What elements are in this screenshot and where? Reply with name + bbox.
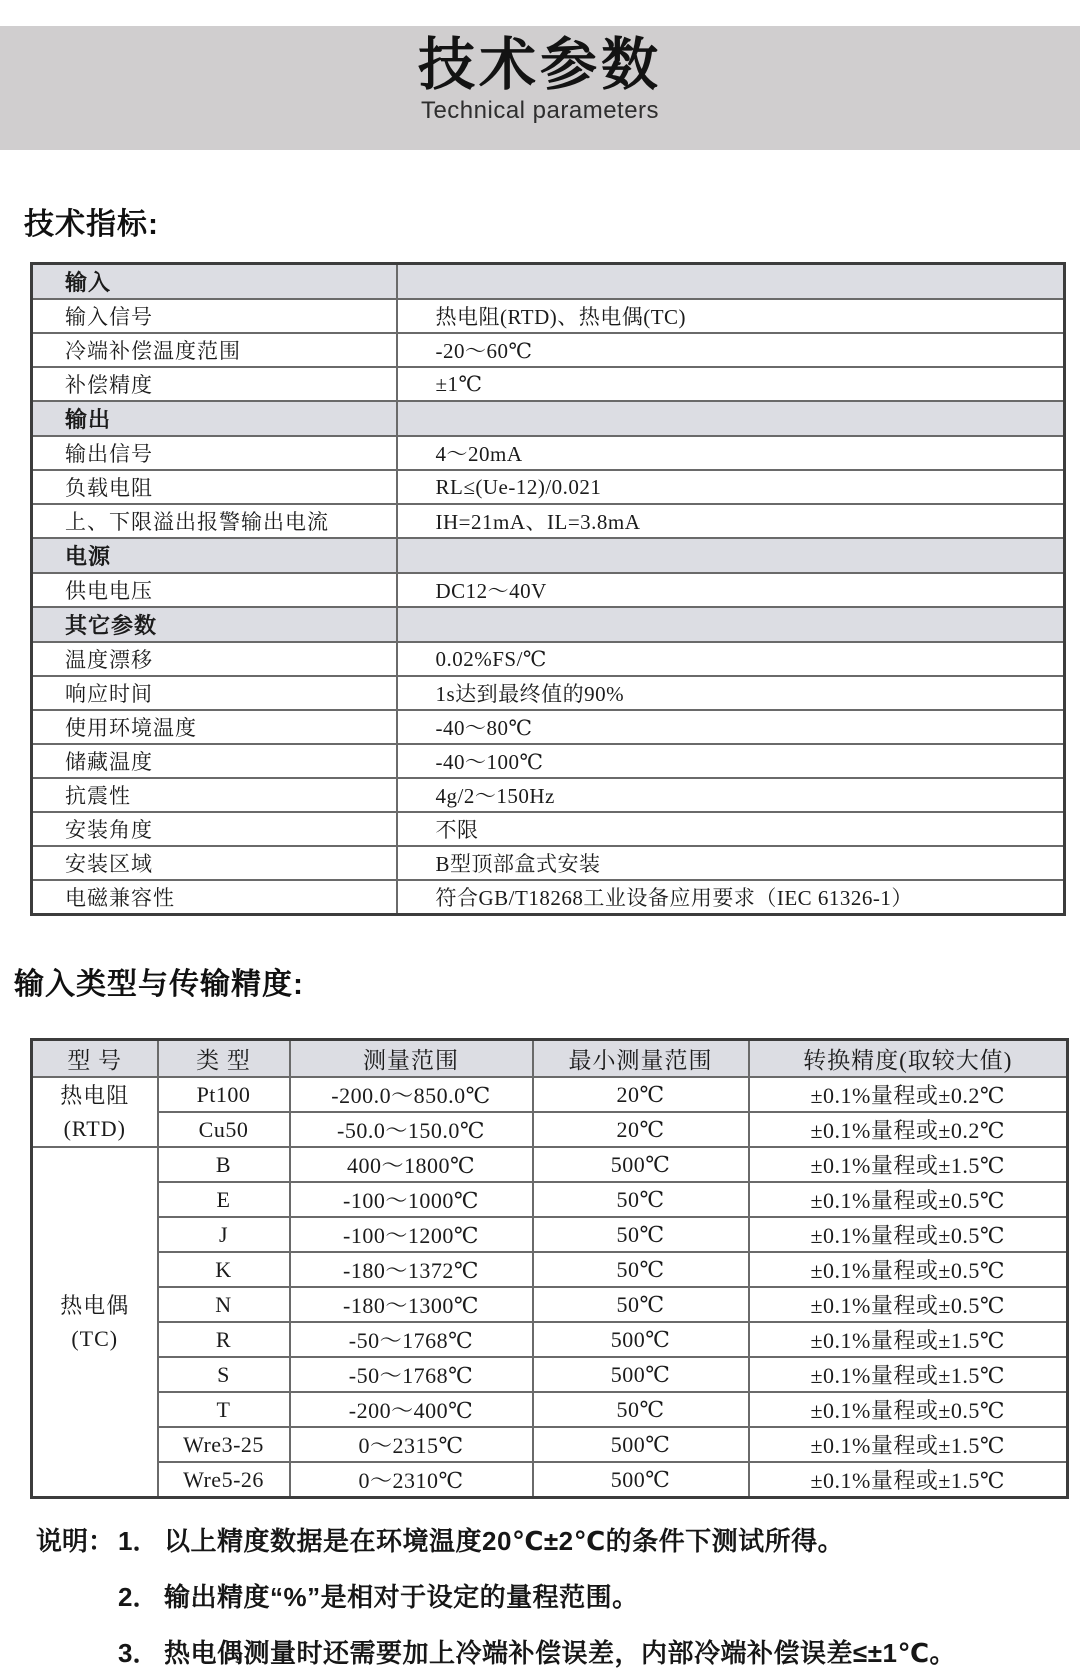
spec-item-label: 储藏温度: [32, 744, 397, 778]
accuracy-range-cell: -50.0～150.0℃: [290, 1112, 533, 1147]
spec-item-row: [32, 299, 1065, 333]
accuracy-row: [32, 1217, 1068, 1252]
spec-item-row: [32, 436, 1065, 470]
spec-item-label: 负载电阻: [32, 470, 397, 504]
spec-item-value: 不限: [397, 812, 1065, 846]
accuracy-precision-cell: ±0.1%量程或±0.2℃: [749, 1112, 1068, 1147]
note-number: 1．: [118, 1526, 159, 1556]
accuracy-range-cell: -200～400℃: [290, 1392, 533, 1427]
accuracy-type-cell: Cu50: [158, 1112, 290, 1147]
spec-item-label: 上、下限溢出报警输出电流: [32, 504, 397, 538]
accuracy-min-range-cell: 50℃: [533, 1217, 749, 1252]
accuracy-precision-cell: ±0.1%量程或±0.5℃: [749, 1287, 1068, 1322]
notes-block: [36, 1523, 1080, 1671]
spec-group-label: 输入: [32, 264, 397, 300]
accuracy-type-cell: Wre5-26: [158, 1462, 290, 1498]
spec-item-label: 供电电压: [32, 573, 397, 607]
accuracy-min-range-cell: 500℃: [533, 1462, 749, 1498]
note-row: [36, 1579, 1080, 1615]
title-banner: [0, 26, 1080, 150]
spec-item-row: [32, 367, 1065, 401]
spec-group-spacer: [397, 401, 1065, 436]
spec-item-value: ±1℃: [397, 367, 1065, 401]
note-row: [36, 1635, 1080, 1671]
accuracy-precision-cell: ±0.1%量程或±0.5℃: [749, 1217, 1068, 1252]
spec-item-value: 热电阻(RTD)、热电偶(TC): [397, 299, 1065, 333]
spec-group-row: [32, 264, 1065, 300]
accuracy-type-cell: R: [158, 1322, 290, 1357]
spec-item-label: 抗震性: [32, 778, 397, 812]
spec-table: [30, 262, 1066, 916]
spec-group-row: [32, 607, 1065, 642]
spec-item-label: 安装区域: [32, 846, 397, 880]
accuracy-row: [32, 1147, 1068, 1182]
accuracy-row: [32, 1182, 1068, 1217]
accuracy-row: [32, 1322, 1068, 1357]
accuracy-row: [32, 1392, 1068, 1427]
accuracy-precision-cell: ±0.1%量程或±1.5℃: [749, 1462, 1068, 1498]
accuracy-precision-cell: ±0.1%量程或±1.5℃: [749, 1357, 1068, 1392]
accuracy-model-code: (TC): [71, 1326, 119, 1351]
spec-item-row: [32, 573, 1065, 607]
spec-item-label: 补偿精度: [32, 367, 397, 401]
accuracy-range-cell: 0～2310℃: [290, 1462, 533, 1498]
accuracy-section-heading: 输入类型与传输精度:: [14, 968, 304, 1001]
spec-item-value: B型顶部盒式安装: [397, 846, 1065, 880]
accuracy-min-range-cell: 50℃: [533, 1252, 749, 1287]
spec-group-row: [32, 401, 1065, 436]
spec-item-row: [32, 812, 1065, 846]
spec-item-value: 4～20mA: [397, 436, 1065, 470]
accuracy-model-code: (RTD): [63, 1116, 126, 1141]
page-title: 技术参数: [418, 33, 662, 97]
spec-item-value: -20～60℃: [397, 333, 1065, 367]
accuracy-row: [32, 1252, 1068, 1287]
accuracy-min-range-cell: 50℃: [533, 1287, 749, 1322]
spec-item-row: [32, 710, 1065, 744]
note-text: 以上精度数据是在环境温度20℃±2℃的条件下测试所得。: [164, 1526, 845, 1556]
spec-group-label: 其它参数: [32, 607, 397, 642]
accuracy-row: [32, 1357, 1068, 1392]
spec-item-label: 安装角度: [32, 812, 397, 846]
spec-item-label: 冷端补偿温度范围: [32, 333, 397, 367]
page-subtitle: Technical parameters: [420, 97, 660, 124]
accuracy-col-header: 最小测量范围: [533, 1040, 749, 1078]
accuracy-model-name: 热电偶: [60, 1293, 130, 1318]
accuracy-row: [32, 1427, 1068, 1462]
accuracy-range-cell: -50～1768℃: [290, 1357, 533, 1392]
accuracy-precision-cell: ±0.1%量程或±0.2℃: [749, 1077, 1068, 1112]
spec-item-row: [32, 504, 1065, 538]
spec-group-spacer: [397, 538, 1065, 573]
accuracy-col-header: 转换精度(取较大值): [749, 1040, 1068, 1078]
accuracy-min-range-cell: 20℃: [533, 1112, 749, 1147]
accuracy-type-cell: K: [158, 1252, 290, 1287]
spec-item-value: 1s达到最终值的90%: [397, 676, 1065, 710]
accuracy-range-cell: -100～1000℃: [290, 1182, 533, 1217]
spec-item-row: [32, 778, 1065, 812]
note-number: 3．: [118, 1638, 159, 1668]
accuracy-min-range-cell: 20℃: [533, 1077, 749, 1112]
spec-item-row: [32, 333, 1065, 367]
accuracy-range-cell: -180～1300℃: [290, 1287, 533, 1322]
spec-item-value: 0.02%FS/℃: [397, 642, 1065, 676]
accuracy-precision-cell: ±0.1%量程或±0.5℃: [749, 1252, 1068, 1287]
notes-label: 说明：: [36, 1526, 115, 1556]
accuracy-model-name: 热电阻: [60, 1083, 130, 1108]
spec-group-label: 输出: [32, 401, 397, 436]
spec-item-label: 电磁兼容性: [32, 880, 397, 915]
spec-section-heading: 技术指标:: [24, 208, 159, 241]
spec-item-row: [32, 744, 1065, 778]
accuracy-type-cell: B: [158, 1147, 290, 1182]
spec-item-label: 响应时间: [32, 676, 397, 710]
accuracy-model-cell: [32, 1147, 158, 1498]
accuracy-type-cell: Wre3-25: [158, 1427, 290, 1462]
spec-item-value: 4g/2～150Hz: [397, 778, 1065, 812]
spec-item-row: [32, 642, 1065, 676]
accuracy-min-range-cell: 500℃: [533, 1427, 749, 1462]
spec-item-label: 温度漂移: [32, 642, 397, 676]
accuracy-col-header: 类 型: [158, 1040, 290, 1078]
accuracy-precision-cell: ±0.1%量程或±1.5℃: [749, 1427, 1068, 1462]
accuracy-type-cell: Pt100: [158, 1077, 290, 1112]
accuracy-type-cell: S: [158, 1357, 290, 1392]
accuracy-min-range-cell: 500℃: [533, 1147, 749, 1182]
accuracy-min-range-cell: 500℃: [533, 1322, 749, 1357]
accuracy-row: [32, 1077, 1068, 1112]
accuracy-range-cell: 400～1800℃: [290, 1147, 533, 1182]
accuracy-precision-cell: ±0.1%量程或±0.5℃: [749, 1182, 1068, 1217]
spec-item-row: [32, 880, 1065, 915]
accuracy-type-cell: J: [158, 1217, 290, 1252]
accuracy-row: [32, 1287, 1068, 1322]
spec-item-value: RL≤(Ue-12)/0.021: [397, 470, 1065, 504]
note-row: [36, 1523, 1080, 1559]
spec-item-row: [32, 846, 1065, 880]
accuracy-min-range-cell: 500℃: [533, 1357, 749, 1392]
accuracy-precision-cell: ±0.1%量程或±0.5℃: [749, 1392, 1068, 1427]
accuracy-type-cell: E: [158, 1182, 290, 1217]
accuracy-range-cell: 0～2315℃: [290, 1427, 533, 1462]
accuracy-range-cell: -200.0～850.0℃: [290, 1077, 533, 1112]
accuracy-range-cell: -180～1372℃: [290, 1252, 533, 1287]
accuracy-row: [32, 1112, 1068, 1147]
spec-group-label: 电源: [32, 538, 397, 573]
spec-item-value: IH=21mA、IL=3.8mA: [397, 504, 1065, 538]
spec-item-row: [32, 676, 1065, 710]
accuracy-col-header: 测量范围: [290, 1040, 533, 1078]
spec-group-spacer: [397, 264, 1065, 300]
spec-group-row: [32, 538, 1065, 573]
accuracy-precision-cell: ±0.1%量程或±1.5℃: [749, 1322, 1068, 1357]
accuracy-table: [30, 1038, 1069, 1499]
accuracy-model-cell: [32, 1077, 158, 1147]
spec-item-value: -40～80℃: [397, 710, 1065, 744]
accuracy-type-cell: T: [158, 1392, 290, 1427]
accuracy-precision-cell: ±0.1%量程或±1.5℃: [749, 1147, 1068, 1182]
note-text: 输出精度“%”是相对于设定的量程范围。: [164, 1582, 639, 1612]
accuracy-row: [32, 1462, 1068, 1498]
accuracy-type-cell: N: [158, 1287, 290, 1322]
note-text: 热电偶测量时还需要加上冷端补偿误差，内部冷端补偿误差≤±1℃。: [164, 1638, 956, 1668]
accuracy-range-cell: -50～1768℃: [290, 1322, 533, 1357]
spec-item-value: -40～100℃: [397, 744, 1065, 778]
spec-item-value: DC12～40V: [397, 573, 1065, 607]
accuracy-col-header: 型 号: [32, 1040, 158, 1078]
spec-item-row: [32, 470, 1065, 504]
accuracy-min-range-cell: 50℃: [533, 1392, 749, 1427]
spec-item-value: 符合GB/T18268工业设备应用要求（IEC 61326-1）: [397, 880, 1065, 915]
spec-group-spacer: [397, 607, 1065, 642]
accuracy-min-range-cell: 50℃: [533, 1182, 749, 1217]
spec-item-label: 使用环境温度: [32, 710, 397, 744]
spec-item-label: 输入信号: [32, 299, 397, 333]
accuracy-header-row: [32, 1040, 1068, 1078]
note-number: 2．: [118, 1582, 159, 1612]
spec-item-label: 输出信号: [32, 436, 397, 470]
accuracy-range-cell: -100～1200℃: [290, 1217, 533, 1252]
